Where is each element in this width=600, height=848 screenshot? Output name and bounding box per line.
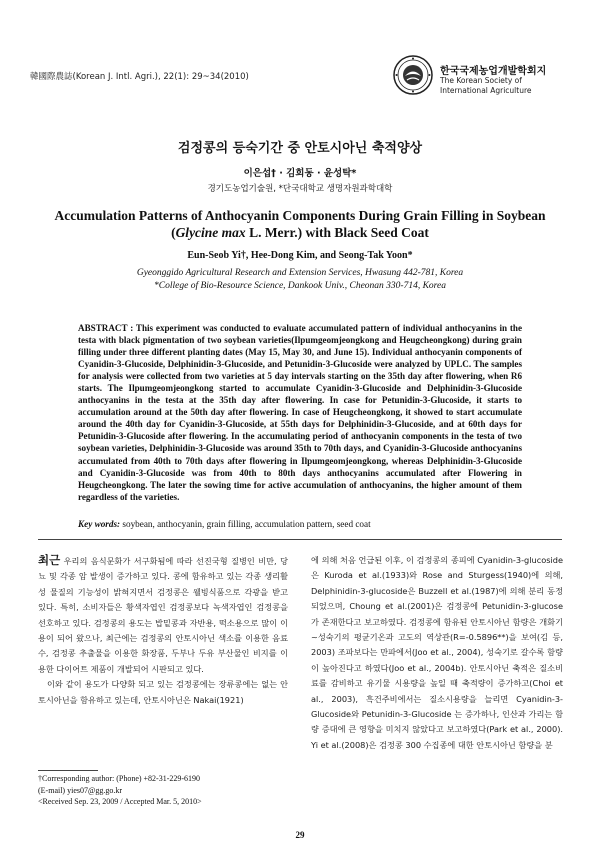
footnote-received: <Received Sep. 23, 2009 / Accepted Mar. 5, 2010> (38, 797, 202, 806)
english-title-species: Glycine max (175, 225, 246, 240)
footnote-corresponding: †Corresponding author: (Phone) +82-31-229-6190 (38, 774, 201, 783)
society-name-english: The Korean Society of International Agriculture (440, 76, 532, 95)
abstract (78, 322, 522, 503)
page-number: 29 (295, 830, 305, 840)
korean-affiliation: 경기도농업기술원, *단국대학교 생명자원과학대학 (207, 184, 393, 194)
korean-title: 검정콩의 등숙기간 중 안토시아닌 축적양상 (177, 141, 423, 156)
body-left-column (38, 553, 288, 708)
body-paragraph-2: 이와 같이 용도가 다양화 되고 있는 검정콩에는 장류콩에는 없는 안토시아닌을 함유하고 있는데, 안토시아닌은 Nakai(1921) (38, 679, 288, 705)
body-right-column: 에 의해 처음 언급된 이후, 이 검정콩의 종피에 Cyanidin-3-glucoside은 Kuroda et al.(1933)와 Rose and Sturgess(1940)에 의해, Delphinidin-3-glucoside은 Buzzell et al.(1987)에 의해 분리 동정되었으며, Choung et al.(2001)은 검정콩에 Petunidin-3-glucose가 존재한다고 보고하였다. 검정콩에 함유된 안토시아닌 함량은 개화기~성숙기의 평균기온과 고도의 역상관(R=-0.5896**)을 보여(김 등, 2003) 조파보다는 만파에서(Joo et al., 2004), 성숙기로 갈수록 함량이 높아진다고 하였다(Joo et al., 2004b). 안토시아닌 축적은 질소비료를 감비하고 유기물 시용량을 높일 때 축적량이 증가하고(Choi et al., 2003), 흑건주비에서는 질소시용량을 늘리면 Cyanidin-3-Glucoside와 Petunidin-3-Glucoside 는 증가하나, 인산과 가리는 함량 증대에 큰 영향을 미치지 않았다고 보고하였다(Park et al., 2000). Yi et al.(2008)은 검정콩 300 수집종에 대한 안토시아닌 함량을 분 (311, 555, 563, 750)
journal-citation: 韓國際農誌(Korean J. Intl. Agri.), 22(1): 29~34(2010) (30, 72, 249, 82)
english-authors: Eun-Seob Yi†, Hee-Dong Kim, and Seong-Tak Yoon* (187, 250, 413, 261)
english-affiliations (40, 267, 560, 293)
footnote (38, 773, 202, 808)
keywords (78, 519, 538, 529)
paragraph-1-text: 우리의 음식문화가 서구화됨에 따라 선진국형 질병인 비만, 당뇨 및 각종 암 발생이 증가하고 있다. 콩에 함유하고 있는 각종 생리활성 물질의 기능성이 밝혀지면서 검정콩은 웰빙식품으로 각광을 받고 있다. 특히, 소비자들은 황색자엽인 검정콩보다 녹색자엽인 검정콩을 선호하고 있다. 검정콩의 용도는 밥밑콩과 자반용, 떡소용으로 많이 이용이 되어 왔으나, 최근에는 검정콩의 안토시아닌 색소를 이용한 음료수, 검정콩 추출물을 이용한 화장품, 두부나 두유 부산물인 비지를 이용한 다이어트 제품이 개발되어 시판되고 있다. (38, 556, 288, 674)
abstract-text: This experiment was conducted to evaluate accumulated pattern of individual anthocyanins in the testa with black pigmentation of two soybean varieties(Ilpumgeomjeongkong and Heugcheongkong) during grain filling under three different planting dates (May 15, May 30, and June 15). Individual anthocyanin components of Cyanidin-3-Glucoside, Delphinidin-3-Glucoside, and Petunidin-3-Glucoside were analyzed by UPLC. The samples for analysis were collected from two varieties at 5 day intervals starting on the 35th day after flowering, when R6 starts. The Ilpumgeomjeongkong started to accumulate Cyanidin-3-Glucoside and Delphinidin-3-Glucoside anthocyanins in the testa at the 35th day after flowering. In case for Petunidin-3-Glucoside, it starts to accumulation around at the 50th day after flowering. In case of Heugcheongkong, it showed to start accumulate around the 40th day for Cyanidin-3-Glucoside, at 55th days for Delphinidin-3-Glucoside, and at 60th days for Petunidin-3-Glucoside after flowering. In the accumulating period of anthocyanin components in the testa of two soybean varieties, Delphinidin-3-Glucoside was around 35th to 70th days, and Cyanidin-3-Glucoside anthocyanins accumulated from 40th to 70th days after flowering in Ilpumgeomjeongkong, whereas Delphinidin-3-Glucoside and Cyanidin-3-Glucoside was from 40th to 80th days anthocyanins accumulated after Flowering in Heugcheongkong. The later the sowing time for active accumulation of anthocyanins, the higher amount of them regardless of the varieties. (78, 323, 522, 502)
section-divider (38, 539, 562, 540)
lead-word: 최근 (38, 553, 61, 567)
footnote-email: (E-mail) yies07@gg.go.kr (38, 785, 123, 795)
korean-authors: 이은섭† · 김희동 · 윤성탁* (243, 168, 357, 179)
english-title-part1: Accumulation Patterns of Anthocyanin Components During Grain Filling in Soybean ( (54, 208, 546, 240)
footnote-rule (38, 770, 98, 771)
society-name-korean: 한국국제농업개발학회지 (440, 66, 547, 77)
keywords-label: Key words: (78, 519, 123, 529)
english-title (40, 207, 560, 241)
affiliation-2: *College of Bio-Resource Science, Dankook Univ., Cheonan 330-714, Korea (154, 281, 446, 291)
abstract-label: ABSTRACT : (78, 323, 136, 333)
body-paragraph-1 (38, 553, 288, 677)
keywords-text: soybean, anthocyanin, grain filling, accumulation pattern, seed coat (122, 519, 371, 529)
affiliation-1: Gyeonggido Agricultural Research and Extension Services, Hwasung 442-781, Korea (136, 268, 464, 278)
society-seal-icon (393, 55, 433, 95)
english-title-part2: L. Merr.) with Black Seed Coat (245, 225, 429, 240)
